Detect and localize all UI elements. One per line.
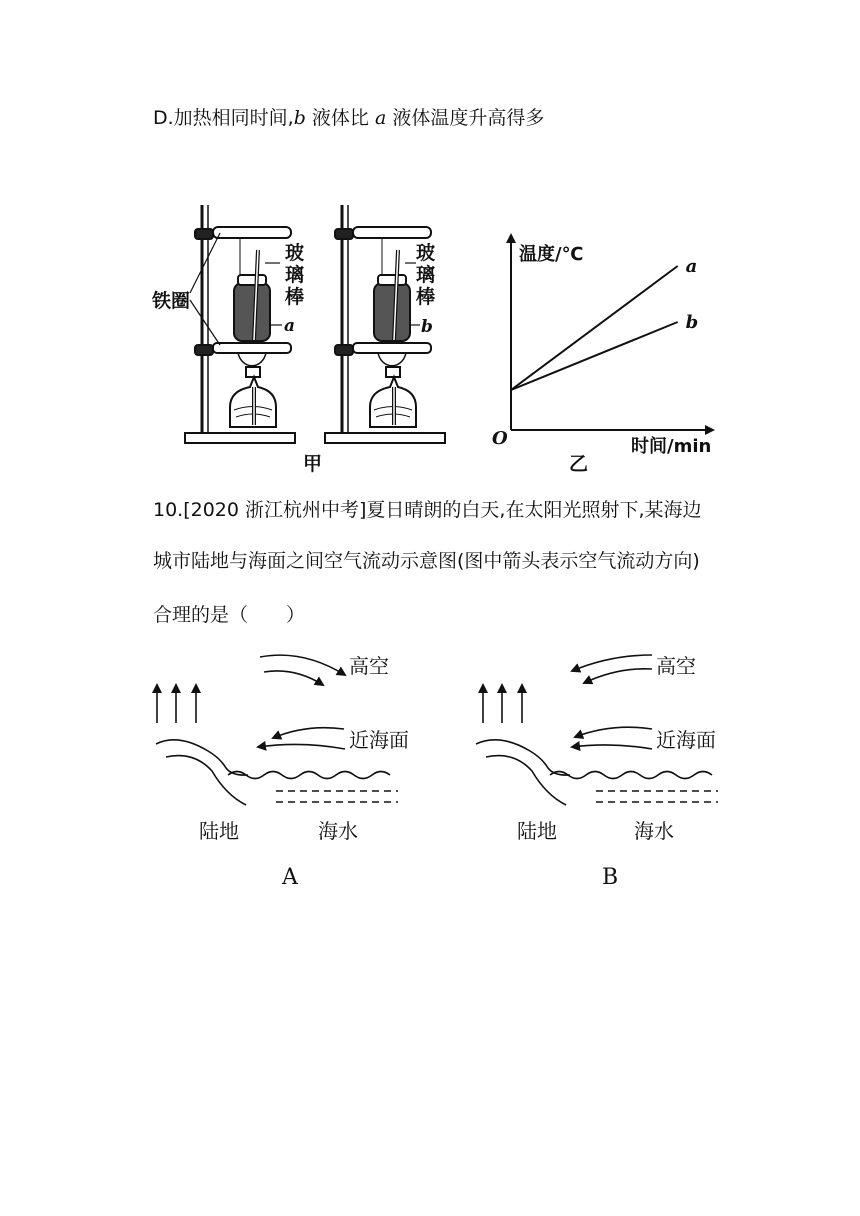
coastline [156,740,248,775]
coastline [486,756,566,805]
sea-surface-arrow [572,745,652,749]
sea-surface-wave [550,772,712,779]
label-land: 陆地 [517,819,557,843]
label-sea-surface: 近海面 [349,728,409,752]
label-glass-rod-1b: 玻 [416,242,436,264]
var-b: b [293,107,306,129]
question-10-line-3: 合理的是（ ） [153,604,306,626]
sea-surface-arrow [273,728,344,738]
option-d-prefix: D.加热相同时间, [153,107,294,129]
question-10-line-1: 10.[2020 浙江杭州中考]夏日晴朗的白天,在太阳光照射下,某海边 [153,499,702,521]
series-line-b [511,322,678,390]
sea-surface-arrow [258,744,345,749]
option-d [153,106,544,130]
label-sea: 海水 [634,819,674,843]
diagram-b [472,645,762,890]
label-sea: 海水 [318,819,358,843]
origin-label: O [492,428,508,449]
sea-surface-wave [228,772,390,779]
question-10-line-2: 城市陆地与海面之间空气流动示意图(图中箭头表示空气流动方向) [153,550,700,572]
label-liquid-b: b [421,317,433,337]
option-b-label: B [602,865,619,890]
coastline [476,740,570,775]
caption-jia: 甲 [303,453,323,475]
y-axis-label: 温度/℃ [519,244,584,265]
apparatus-a [185,205,295,443]
series-line-a [511,266,678,390]
var-a: a [374,107,387,129]
high-altitude-arrow [260,655,345,675]
option-a-label: A [282,865,298,890]
option-d-suffix: 液体温度升高得多 [386,107,545,129]
label-glass-rod-1a: 玻 [285,242,305,264]
high-altitude-arrow [264,671,323,685]
sea-surface-arrow [575,727,652,737]
label-glass-rod-2b: 璃 [416,264,436,286]
high-altitude-arrow [584,669,652,683]
coastline [166,756,246,805]
figure-yi-chart [485,230,730,480]
label-high: 高空 [656,654,696,678]
label-glass-rod-2a: 璃 [285,264,305,286]
label-tieqiuan: 铁圈 [152,290,191,312]
label-glass-rod-3a: 棒 [285,286,305,308]
label-high: 高空 [349,654,389,678]
label-sea-surface: 近海面 [656,728,716,752]
label-glass-rod-3b: 棒 [416,286,436,308]
diagram-a [148,645,438,890]
option-d-mid: 液体比 [305,107,375,129]
caption-yi: 乙 [569,453,589,475]
series-label-a: a [685,256,698,277]
label-liquid-a: a [284,316,296,336]
label-land: 陆地 [199,819,239,843]
series-label-b: b [685,312,699,333]
x-axis-label: 时间/min [631,436,712,457]
figure-jia [150,195,480,480]
